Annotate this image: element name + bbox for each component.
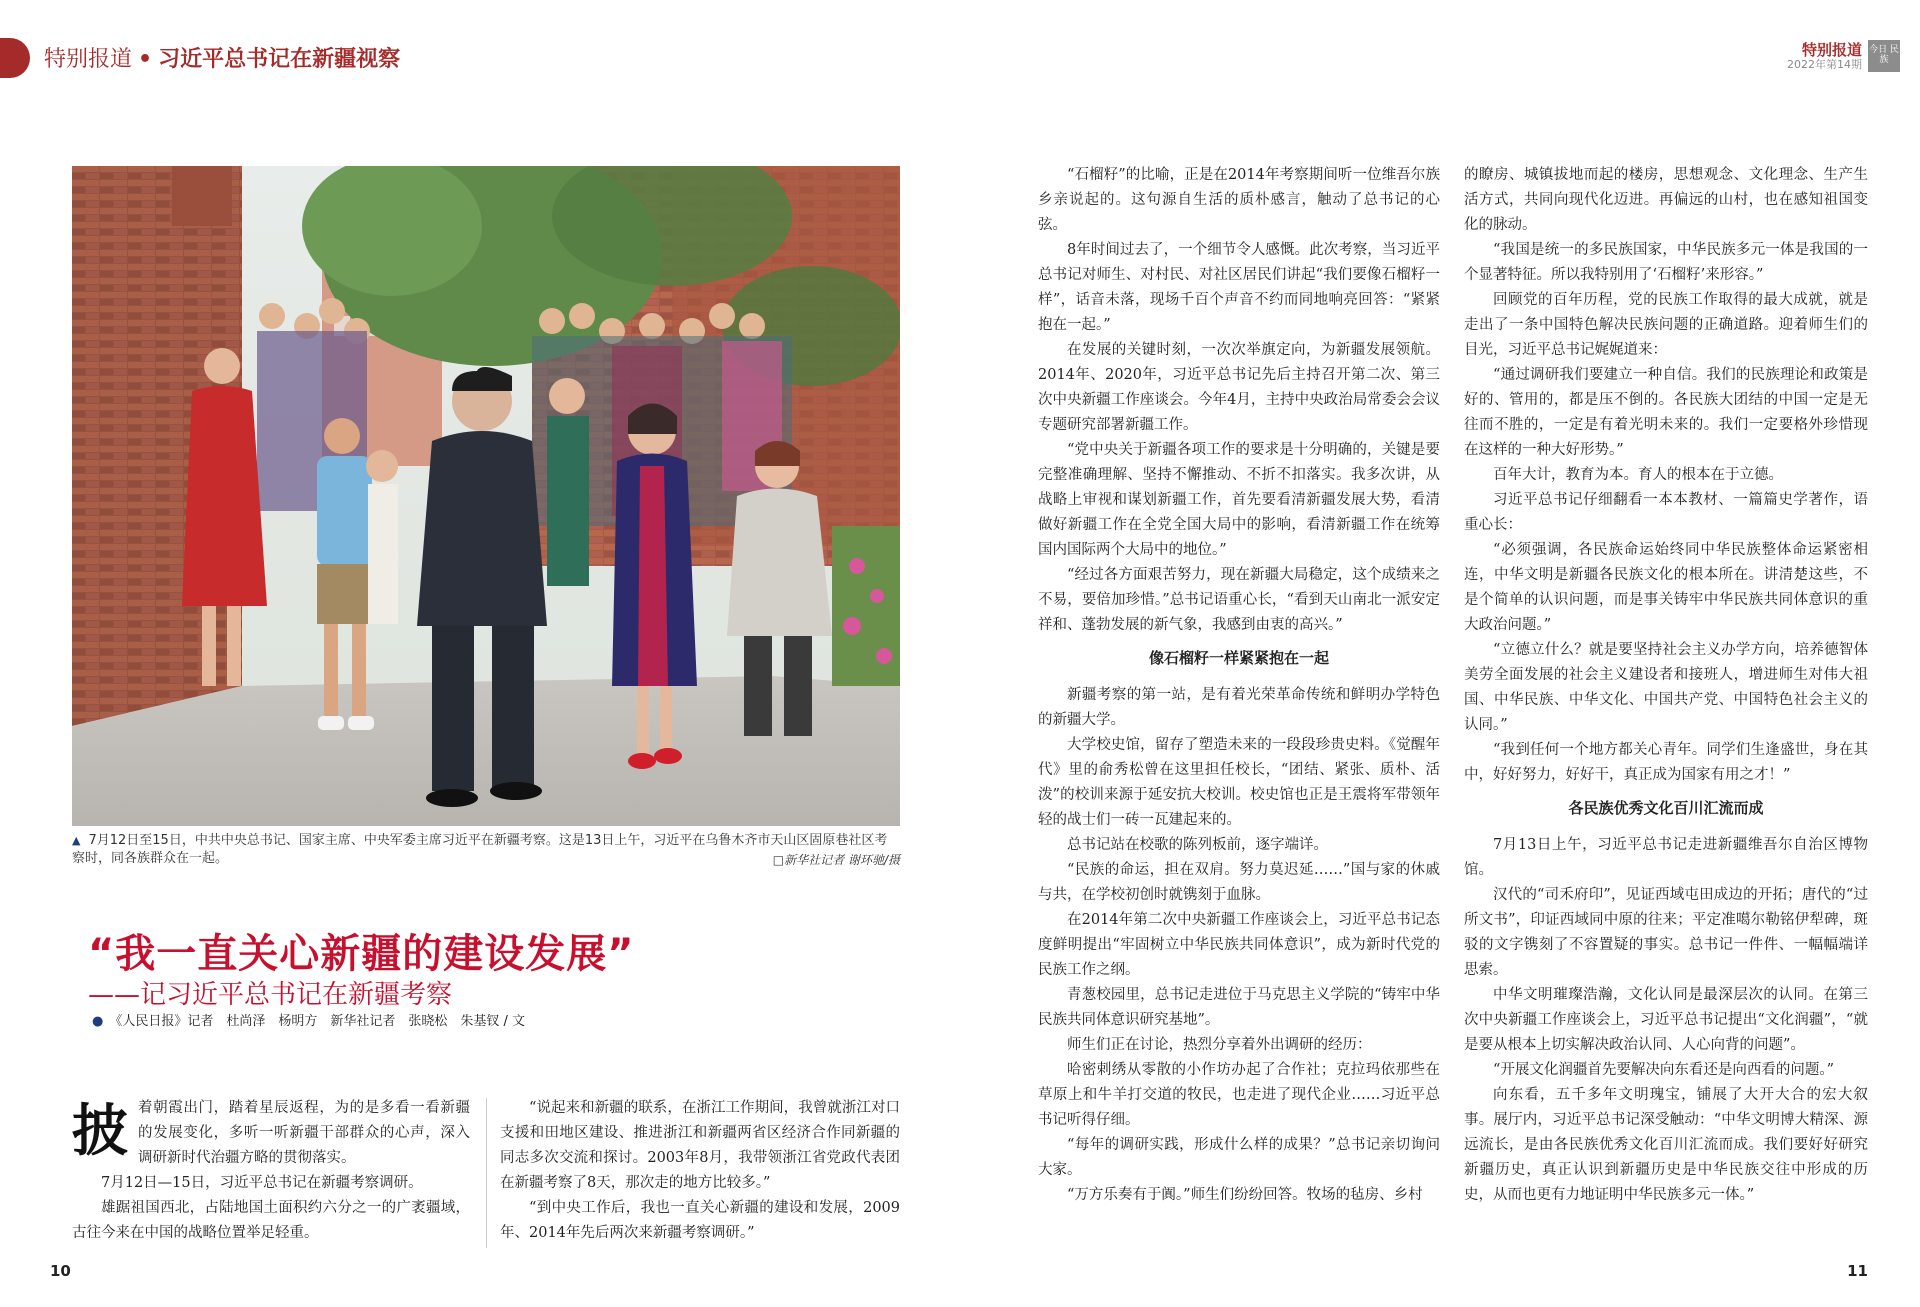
paragraph: “我国是统一的多民族国家，中华民族多元一体是我国的一个显著特征。所以我特别用了‘石榴籽’来形容。” xyxy=(1464,242,1868,283)
feature-photo xyxy=(72,166,900,826)
paragraph: 中华文明璀璨浩瀚，文化认同是最深层次的认同。在第三次中央新疆工作座谈会上，习近平总书记提出“文化润疆”，“就是要从根本上切实解决政治认同、人心向背的问题”。 xyxy=(1464,987,1868,1053)
magazine-logo: 今日 民族 xyxy=(1868,40,1900,72)
running-header-right xyxy=(1787,42,1862,72)
paragraph: “说起来和新疆的联系，在浙江工作期间，我曾就浙江对口支援和田地区建设、推进浙江和新疆两省区经济合作同新疆的同志多次交流和探讨。2003年8月，我带领浙江省党政代表团在新疆考察了8天，那次走的地方比较多。” xyxy=(500,1100,900,1191)
caption-text: 7月12日至15日，中共中央总书记、国家主席、中央军委主席习近平在新疆考察。这是13日上午，习近平在乌鲁木齐市天山区固原巷社区考察时，同各族群众在一起。 xyxy=(72,833,888,866)
header-right-title: 特别报道 xyxy=(1801,41,1862,59)
byline-text: 《人民日报》记者 杜尚泽 杨明方 新华社记者 张晓松 朱基钗 / 文 xyxy=(109,1014,525,1029)
running-header-left xyxy=(44,42,400,73)
text-column-a xyxy=(72,1096,470,1246)
paragraph: “立德立什么？就是要坚持社会主义办学方向，培养德智体美劳全面发展的社会主义建设者和接班人，增进师生对伟大祖国、中华民族、中华文化、中国共产党、中国特色社会主义的认同。” xyxy=(1464,642,1868,733)
paragraph: 雄踞祖国西北，占陆地国土面积约六分之一的广袤疆域，古往今来在中国的战略位置举足轻重。 xyxy=(72,1200,470,1241)
paragraph: “到中央工作后，我也一直关心新疆的建设和发展，2009年、2014年先后两次来新疆考察调研。” xyxy=(500,1200,900,1241)
paragraph: 总书记站在校歌的陈列板前，逐字端详。 xyxy=(1067,837,1328,853)
paragraph: “我到任何一个地方都关心青年。同学们生逢盛世，身在其中，好好努力，好好干，真正成为国家有用之才！” xyxy=(1464,742,1868,783)
article-subtitle: ——记习近平总书记在新疆考察 xyxy=(88,980,453,1010)
caption-triangle-icon: ▲ xyxy=(72,834,81,847)
paragraph: 哈密剌绣从零散的小作坊办起了合作社；克拉玛依那些在草原上和牛羊打交道的牧民，也走进了现代企业……习近平总书记听得仔细。 xyxy=(1038,1062,1440,1128)
paragraph: “每年的调研实践，形成什么样的成果？”总书记亲切询问大家。 xyxy=(1038,1137,1440,1178)
drop-cap: 披 xyxy=(72,1099,128,1164)
page-number-left: 10 xyxy=(50,1262,71,1280)
paragraph: 青葱校园里，总书记走进位于马克思主义学院的“铸牢中华民族共同体意识研究基地”。 xyxy=(1038,987,1440,1028)
section-kicker: 特别报道 xyxy=(44,47,133,72)
paragraph: 8年时间过去了，一个细节令人感慨。此次考察，当习近平总书记对师生、对村民、对社区居民们讲起“我们要像石榴籽一样”，话音未落，现场千百个声音不约而同地响亮回答：“紧紧抱在一起。” xyxy=(1038,242,1440,333)
text-column-c xyxy=(1038,163,1440,1208)
paragraph: 在2014年第二次中央新疆工作座谈会上，习近平总书记态度鲜明提出“牢固树立中华民族共同体意识”，成为新时代党的民族工作之纲。 xyxy=(1038,912,1440,978)
column-divider xyxy=(486,1098,487,1248)
section-title: 习近平总书记在新疆视察 xyxy=(158,47,401,72)
paragraph: “石榴籽”的比喻，正是在2014年考察期间听一位维吾尔族乡亲说起的。这句源自生活的质朴感言，触动了总书记的心弦。 xyxy=(1038,167,1440,233)
article-title: “我一直关心新疆的建设发展” xyxy=(88,931,635,977)
header-issue: 2022年第14期 xyxy=(1787,58,1862,71)
paragraph: “通过调研我们要建立一种自信。我们的民族理论和政策是好的、管用的，都是压不倒的。各民族大团结的中国一定是无往而不胜的，一定是有着光明未来的。我们一定要格外珍惜现在这样的一种大好形势。” xyxy=(1464,367,1868,458)
paragraph: 新疆考察的第一站，是有着光荣革命传统和鲜明办学特色的新疆大学。 xyxy=(1038,687,1440,728)
section-heading-1: 像石榴籽一样紧紧抱在一起 xyxy=(1148,649,1329,667)
photo-credit: □新华社记者 谢环驰/摄 xyxy=(772,853,900,867)
paragraph: 习近平总书记仔细翻看一本本教材、一篇篇史学著作，语重心长： xyxy=(1464,492,1868,533)
paragraph: 在发展的关键时刻，一次次举旗定向，为新疆发展领航。2014年、2020年，习近平总书记先后主持召开第二次、第三次中央新疆工作座谈会。今年4月，主持中央政治局常委会会议专题研究部署新疆工作。 xyxy=(1038,342,1440,433)
article-byline xyxy=(92,1010,525,1029)
paragraph: 向东看，五千多年文明瑰宝，铺展了大开大合的宏大叙事。展厅内，习近平总书记深受触动：“中华文明博大精深、源远流长，是由各民族优秀文化百川汇流而成。我们要好好研究新疆历史，真正认识到新疆历史是中华民族交往中形成的历史，从而也更有力地证明中华民族多元一体。” xyxy=(1464,1087,1868,1203)
paragraph: “万方乐奏有于阗。”师生们纷纷回答。牧场的毡房、乡村 xyxy=(1067,1187,1423,1203)
paragraph: 着朝霞出门，踏着星辰返程，为的是多看一看新疆的发展变化，多听一听新疆干部群众的心声，深入调研新时代治疆方略的贯彻落实。 xyxy=(138,1100,470,1166)
paragraph: 7月13日上午，习近平总书记走进新疆维吾尔自治区博物馆。 xyxy=(1464,837,1868,878)
page-number-right: 11 xyxy=(1847,1262,1868,1280)
paragraph: 大学校史馆，留存了塑造未来的一段段珍贵史料。《觉醒年代》里的俞秀松曾在这里担任校长，“团结、紧张、质朴、活泼”的校训来源于延安抗大校训。校史馆也正是王震将军带领年轻的战士们一砖一瓦建起来的。 xyxy=(1038,737,1440,828)
byline-bullet-icon: ● xyxy=(92,1014,104,1029)
section-heading-2: 各民族优秀文化百川汇流而成 xyxy=(1568,799,1764,817)
paragraph: 回顾党的百年历程，党的民族工作取得的最大成就，就是走出了一条中国特色解决民族问题的正确道路。迎着师生们的目光，习近平总书记娓娓道来： xyxy=(1464,292,1868,358)
paragraph: “经过各方面艰苦努力，现在新疆大局稳定，这个成绩来之不易，要倍加珍惜。”总书记语重心长，“看到天山南北一派安定祥和、蓬勃发展的新气象，我感到由衷的高兴。” xyxy=(1038,567,1440,633)
paragraph: 百年大计，教育为本。育人的根本在于立德。 xyxy=(1493,467,1783,483)
paragraph: 汉代的“司禾府印”，见证西域屯田成边的开拓；唐代的“过所文书”，印证西域同中原的往来；平定准噶尔勒铭伊犁碑，斑驳的文字镌刻了不容置疑的事实。总书记一件件、一幅幅端详思索。 xyxy=(1464,887,1868,978)
paragraph: 的瞭房、城镇拔地而起的楼房，思想观念、文化理念、生产生活方式，共同向现代化迈进。再偏远的山村，也在感知祖国变化的脉动。 xyxy=(1464,167,1868,233)
paragraph: 7月12日—15日，习近平总书记在新疆考察调研。 xyxy=(101,1175,423,1191)
paragraph: 师生们正在讨论，热烈分享着外出调研的经历： xyxy=(1067,1037,1372,1053)
paragraph: “开展文化润疆首先要解决向东看还是向西看的问题。” xyxy=(1493,1062,1835,1078)
separator-dot: • xyxy=(138,47,153,72)
text-column-b xyxy=(500,1096,900,1246)
paragraph: “民族的命运，担在双肩。努力莫迟延……”国与家的休戚与共，在学校初创时就镌刻于血脉。 xyxy=(1038,862,1440,903)
paragraph: “党中央关于新疆各项工作的要求是十分明确的，关键是要完整准确理解、坚持不懈推动、不折不扣落实。我多次讲，从战略上审视和谋划新疆工作，首先要看清新疆发展大势，看清做好新疆工作在全党全国大局中的影响，看清新疆工作在统筹国内国际两个大局中的地位。” xyxy=(1038,442,1440,558)
photo-image xyxy=(72,166,900,826)
section-tab-marker xyxy=(0,38,30,78)
text-column-d xyxy=(1464,163,1868,1208)
paragraph: “必须强调，各民族命运始终同中华民族整体命运紧密相连，中华文明是新疆各民族文化的根本所在。讲清楚这些，不是个简单的认识问题，而是事关铸牢中华民族共同体意识的重大政治问题。” xyxy=(1464,542,1868,633)
